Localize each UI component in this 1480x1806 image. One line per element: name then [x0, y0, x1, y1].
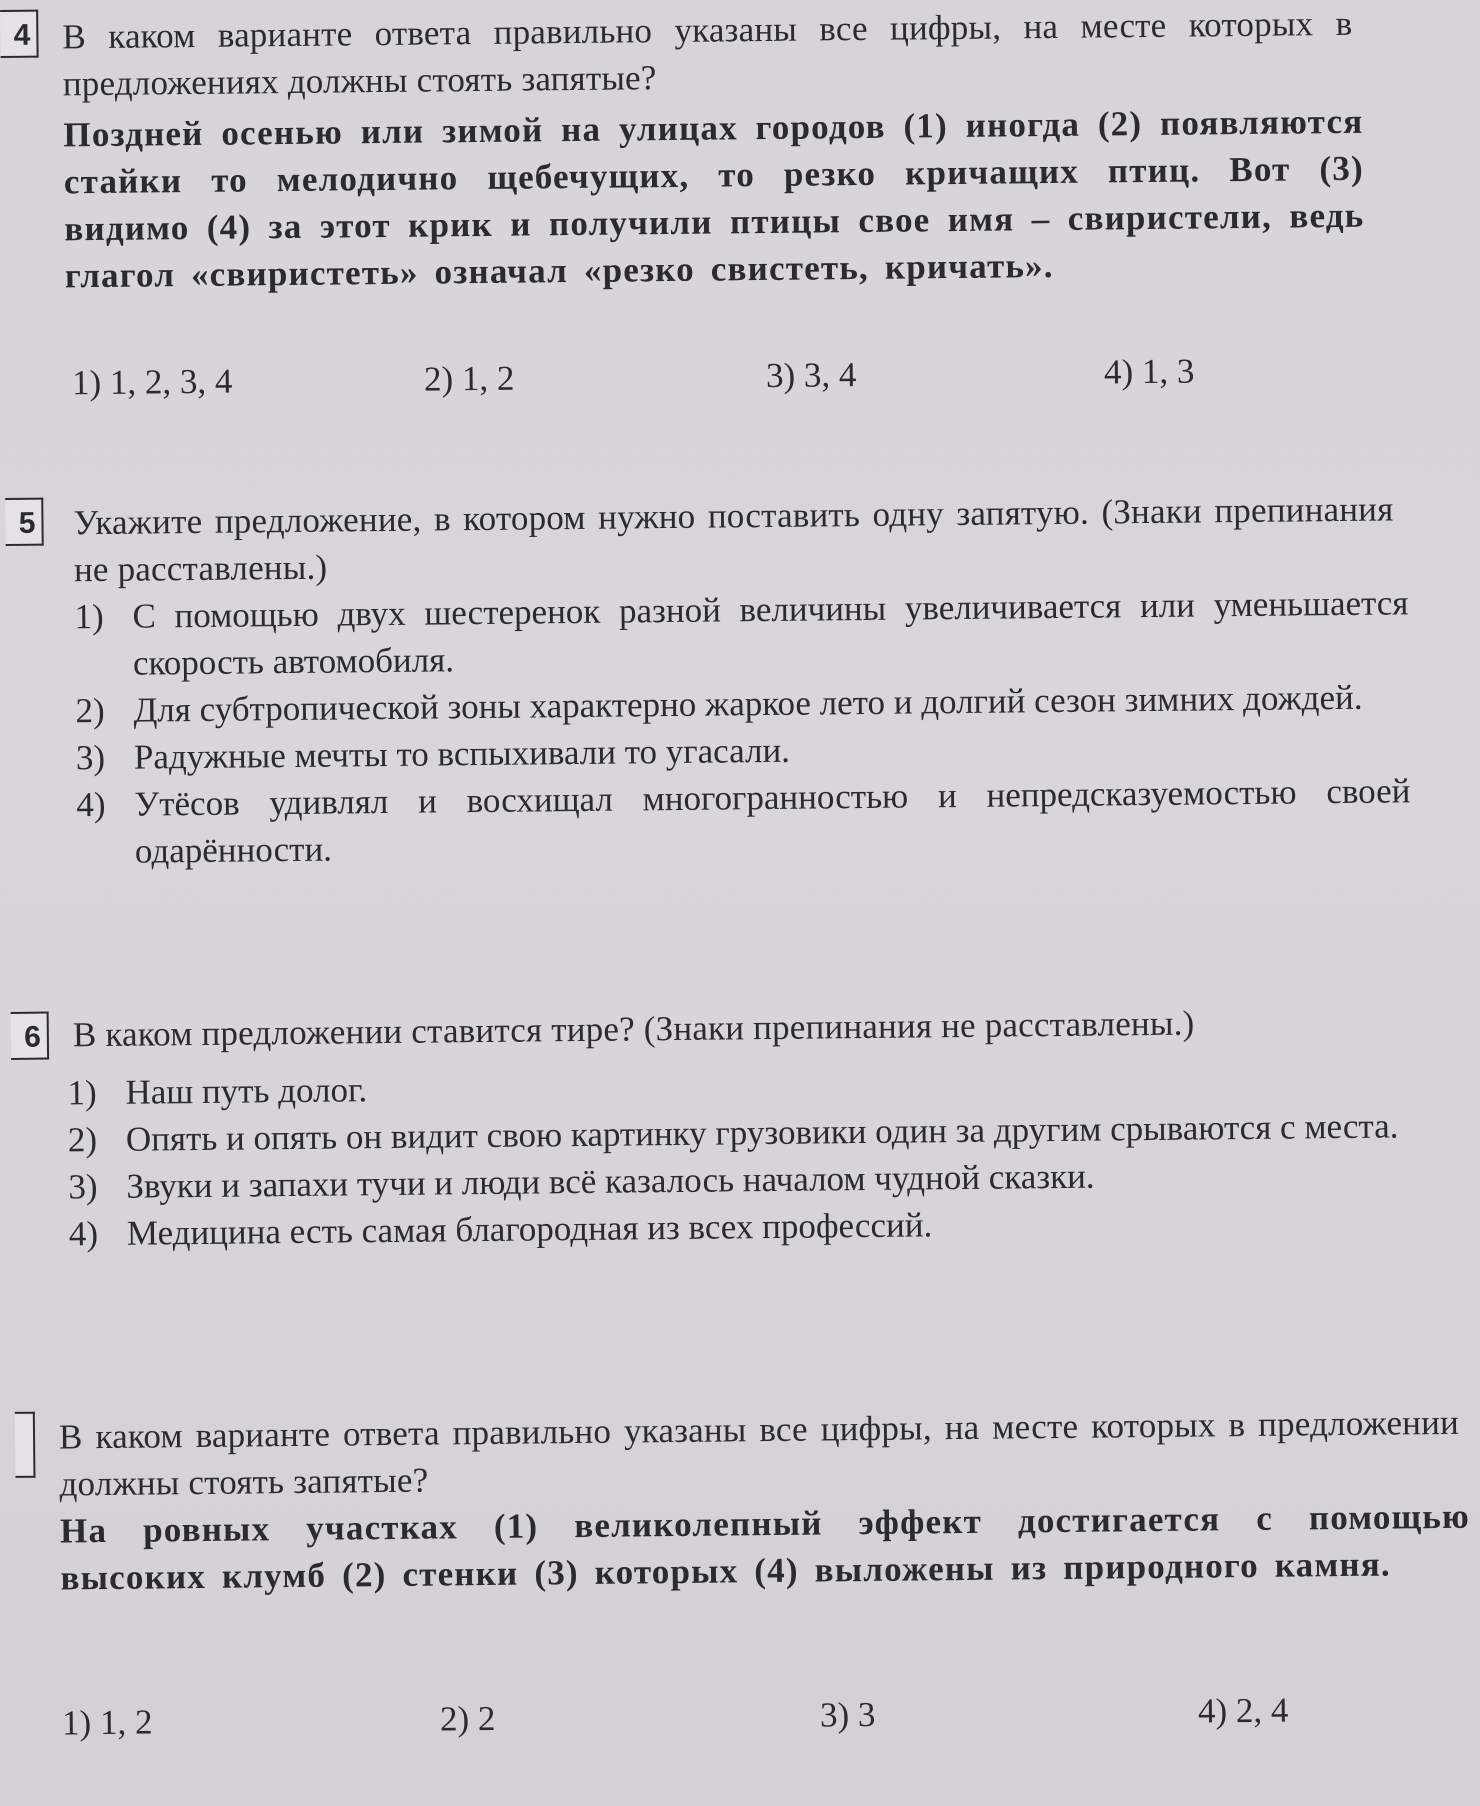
task-question: В каком варианте ответа правильно указаны все цифры, на месте которых в предложениях должны стоять запятые?	[62, 3, 1353, 104]
answer-option-4: 4) 1, 3	[1103, 351, 1195, 392]
answer-option-3: 3) 3, 4	[765, 355, 857, 395]
item-number: 2)	[75, 690, 105, 731]
task-number-box	[5, 498, 44, 546]
item-number: 4)	[76, 784, 106, 825]
task-number: 4	[13, 18, 31, 52]
item-text: Опять и опять он видит свою картинку грузовики один за другим срываются с места.	[125, 1106, 1399, 1159]
answer-options	[72, 348, 1195, 407]
task-number: 6	[24, 1020, 42, 1054]
task-number-box	[0, 10, 39, 58]
item-number: 3)	[75, 737, 106, 778]
item-text: Наш путь долог.	[125, 1070, 368, 1112]
task-sentence: Поздней осенью или зимой на улицах городов (1) иногда (2) появляются стайки то мелодично щебечущих, то резко кричащих птиц. Вот (3) видимо (4) за этот крик и получили птицы свое имя – свиристели, ведь глагол «свиристеть» означал «резко свистеть, кричать».	[63, 101, 1365, 296]
task-number-box	[15, 1412, 36, 1478]
item-number: 1)	[74, 596, 104, 637]
task-question: В каком варианте ответа правильно указаны все цифры, на месте которых в предложении должны стоять запятые?	[58, 1402, 1460, 1504]
sentence-list	[67, 1055, 1445, 1257]
answer-option-2: 2) 2	[439, 1698, 496, 1739]
item-text: Звуки и запахи тучи и люди всё казалось началом чудной сказки.	[126, 1156, 1095, 1206]
task-number: 5	[18, 506, 36, 540]
sentence-list	[74, 579, 1411, 875]
list-item	[76, 767, 1411, 875]
item-text: Радужные мечты то вспыхивали то угасали.	[133, 730, 791, 777]
task-question: В каком предложении ставится тире? (Знаки препинания не расставлены.)	[72, 1003, 1195, 1055]
answer-option-1: 1) 1, 2, 3, 4	[71, 361, 233, 403]
item-number: 3)	[68, 1167, 98, 1207]
task-sentence: На ровных участках (1) великолепный эффект достигается с помощью высоких клумб (2) стенки (3) которых (4) выложены из природного камня.	[59, 1496, 1471, 1598]
item-text: С помощью двух шестеренок разной величины увеличивается или уменьшается скорость автомобиля.	[132, 583, 1409, 683]
answer-option-4: 4) 2, 4	[1197, 1690, 1289, 1731]
item-text: Медицина есть самая благородная из всех профессий.	[126, 1205, 933, 1253]
answer-option-3: 3) 3	[819, 1694, 876, 1735]
answer-options	[62, 1687, 1289, 1747]
answer-option-1: 1) 1, 2	[61, 1702, 153, 1743]
item-number: 1)	[67, 1073, 97, 1113]
item-text: Утёсов удивлял и восхищал многогранностью и непредсказуемостью своей одарённости.	[134, 771, 1411, 871]
answer-option-2: 2) 1, 2	[423, 358, 515, 399]
item-number: 4)	[68, 1214, 99, 1254]
list-item	[74, 579, 1409, 687]
item-number: 2)	[67, 1120, 98, 1160]
task-number-box	[11, 1012, 50, 1060]
task-question: Укажите предложение, в котором нужно поставить одну запятую. (Знаки препинания не расставлены.)	[73, 489, 1394, 590]
item-text: Для субтропической зоны характерно жаркое лето и долгий сезон зимних дождей.	[133, 677, 1363, 730]
